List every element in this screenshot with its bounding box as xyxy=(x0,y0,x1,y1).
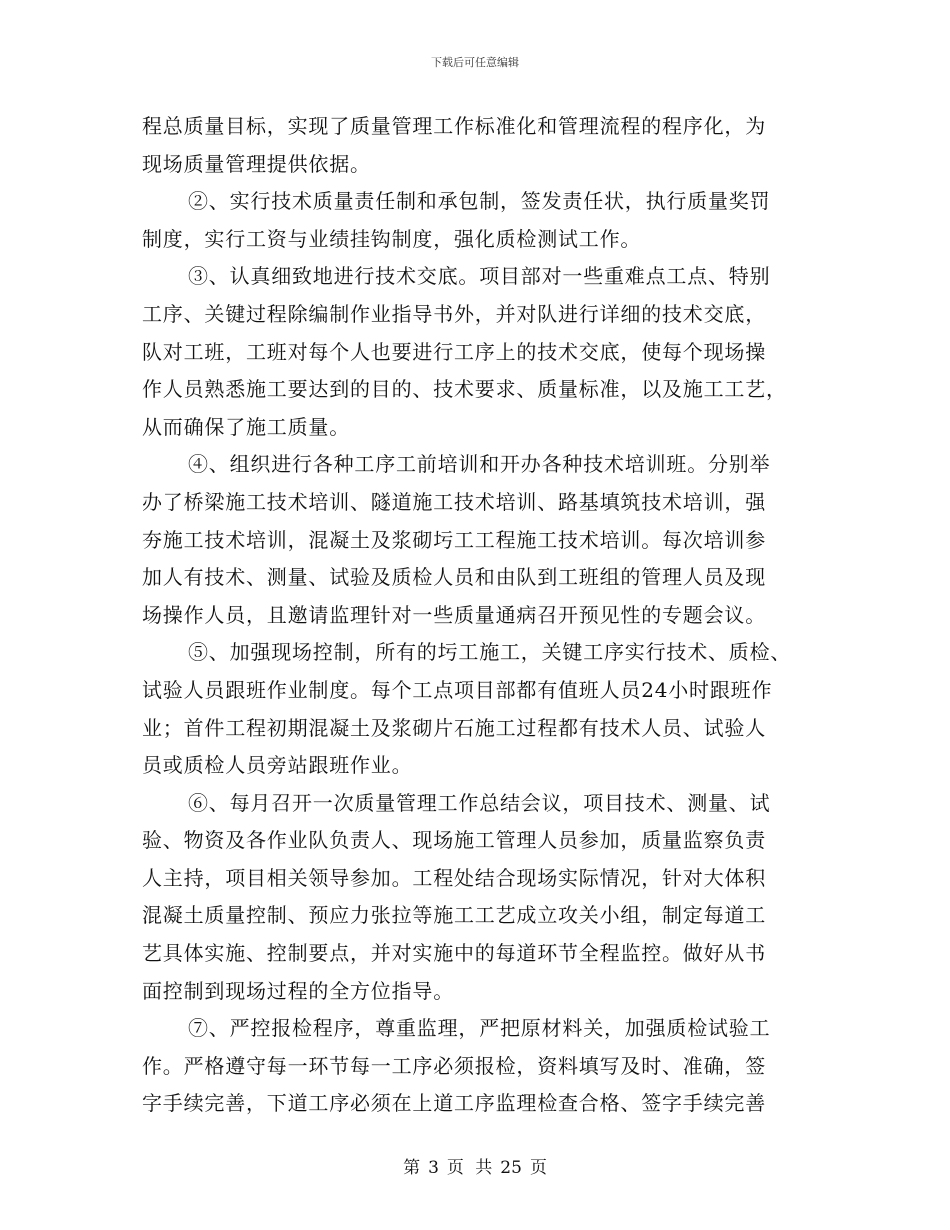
text-line: 面控制到现场过程的全方位指导。 xyxy=(142,978,454,1003)
page-footer xyxy=(0,1153,950,1178)
text-line: 制度，实行工资与业绩挂钩制度，强化质检测试工作。 xyxy=(142,226,642,251)
text-line: 队对工班，工班对每个人也要进行工序上的技术交底，使每个现场操 xyxy=(142,339,766,364)
text-line: 从而确保了施工质量。 xyxy=(142,414,350,439)
footer-page-number: 3 xyxy=(428,1158,439,1178)
text-line: 艺具体实施、控制要点，并对实施中的每道环节全程监控。做好从书 xyxy=(142,941,766,966)
footer-prefix: 第 xyxy=(403,1158,421,1178)
document-body xyxy=(142,108,816,1123)
text-line: 作。严格遵守每一环节每一工序必须报检，资料填写及时、准确，签 xyxy=(142,1053,766,1078)
text-line: 试验人员跟班作业制度。每个工点项目部都有值班人员24小时跟班作 xyxy=(142,677,773,702)
text-line: 作人员熟悉施工要达到的目的、技术要求、质量标准，以及施工工艺， xyxy=(142,377,787,402)
text-line: 加人有技术、测量、试验及质检人员和由队到工班组的管理人员及现 xyxy=(142,565,766,590)
text-line: ⑥、每月召开一次质量管理工作总结会议，项目技术、测量、试 xyxy=(188,790,771,815)
text-line: ⑤、加强现场控制，所有的圬工施工，关键工序实行技术、质检、 xyxy=(188,640,792,665)
text-line: 混凝土质量控制、预应力张拉等施工工艺成立攻关小组，制定每道工 xyxy=(142,903,766,928)
text-line: ④、组织进行各种工序工前培训和开办各种技术培训班。分别举 xyxy=(188,452,771,477)
footer-middle: 页 共 xyxy=(446,1158,493,1178)
text-line: 验、物资及各作业队负责人、现场施工管理人员参加，质量监察负责 xyxy=(142,828,766,853)
text-line: ⑦、严控报检程序，尊重监理，严把原材料关，加强质检试验工 xyxy=(188,1016,771,1041)
text-line: 现场质量管理提供依据。 xyxy=(142,151,371,176)
text-line: 工序、关键过程除编制作业指导书外，并对队进行详细的技术交底， xyxy=(142,301,766,326)
text-line: 场操作人员，且邀请监理针对一些质量通病召开预见性的专题会议。 xyxy=(142,602,766,627)
text-line: 员或质检人员旁站跟班作业。 xyxy=(142,753,413,778)
text-line: 人主持，项目相关领导参加。工程处结合现场实际情况，针对大体积 xyxy=(142,865,766,890)
text-line: 程总质量目标，实现了质量管理工作标准化和管理流程的程序化，为 xyxy=(142,114,766,138)
text-line: 办了桥梁施工技术培训、隧道施工技术培训、路基填筑技术培训，强 xyxy=(142,489,766,514)
text-line: 夯施工技术培训，混凝土及浆砌圬工工程施工技术培训。每次培训参 xyxy=(142,527,766,552)
page-header: 下载后可任意编辑 xyxy=(431,56,519,69)
footer-total-pages: 25 xyxy=(500,1158,522,1178)
text-line: 业；首件工程初期混凝土及浆砌片石施工过程都有技术人员、试验人 xyxy=(142,715,766,740)
text-line: ②、实行技术质量责任制和承包制，签发责任状，执行质量奖罚 xyxy=(188,189,771,214)
text-line: ③、认真细致地进行技术交底。项目部对一些重难点工点、特别 xyxy=(188,264,771,289)
footer-suffix: 页 xyxy=(529,1158,547,1178)
text-line: 字手续完善，下道工序必须在上道工序监理检查合格、签字手续完善 xyxy=(142,1091,766,1116)
